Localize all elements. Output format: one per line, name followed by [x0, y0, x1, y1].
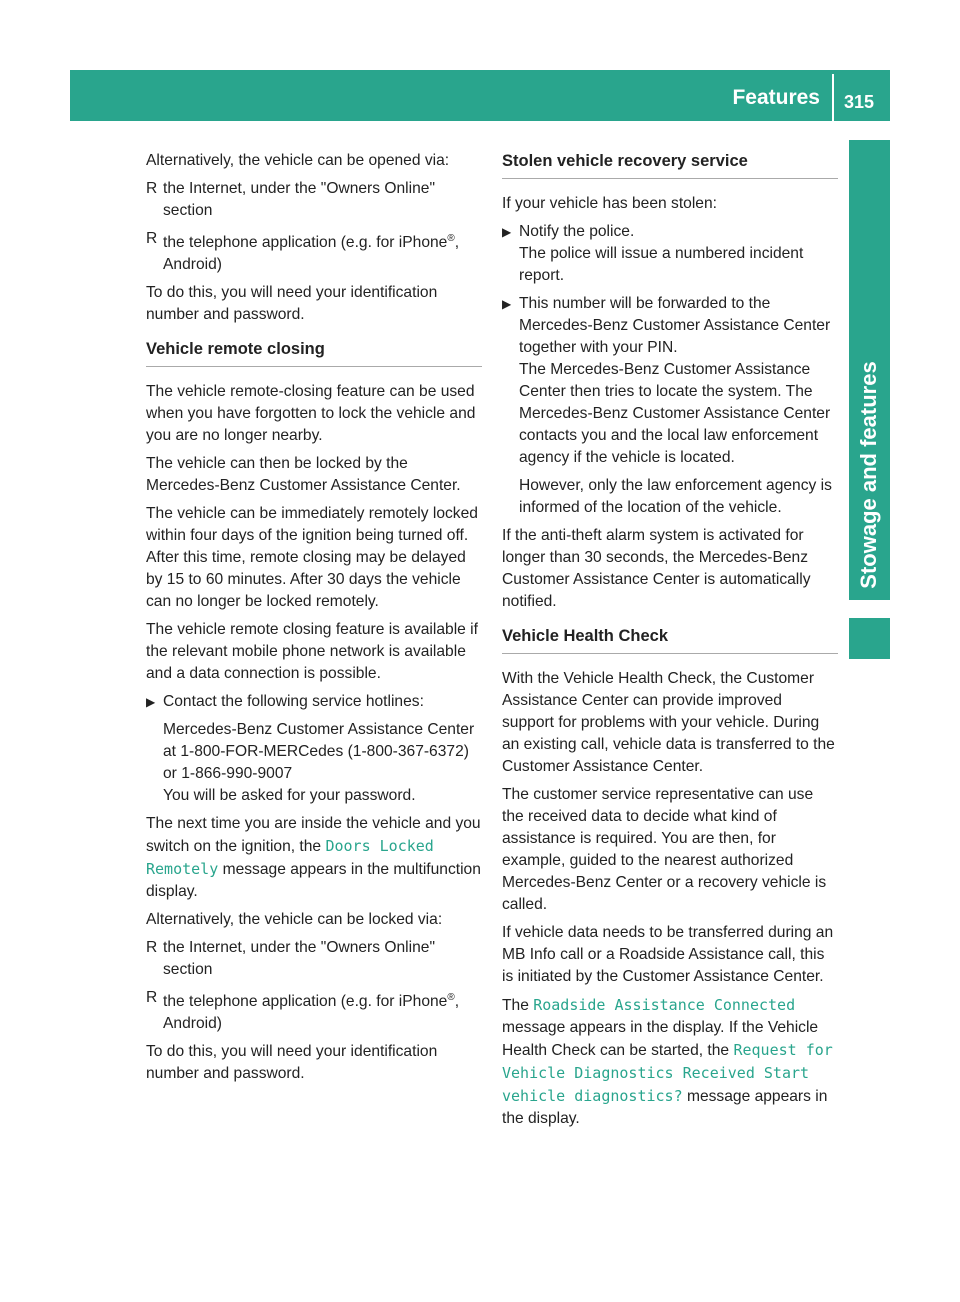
display-message: Request for Vehicle Diagnostics Received Start vehicle diagnostics?: [502, 1041, 833, 1105]
bullet-icon: R: [146, 230, 158, 247]
paragraph: If your vehicle has been stolen:: [502, 195, 717, 212]
paragraph: The vehicle remote closing feature is available if the relevant mobile phone network is available and a data connection is possible.: [146, 621, 478, 683]
paragraph: The vehicle can be immediately remotely locked within four days of the ignition being turned off. After this time, remote closing may be delayed by 15 to 60 minutes. After 30 days the vehicle can no longer be locked remotely.: [146, 505, 478, 611]
paragraph: The customer service representative can use the received data to decide what kind of assistance is required. You are then, for example, guided to the nearest authorized Mercedes-Benz Center or a recovery vehicle is called.: [502, 786, 827, 913]
side-tab-marker: [849, 618, 890, 659]
right-column: [502, 150, 838, 1136]
paragraph: If vehicle data needs to be transferred during an MB Info call or a Roadside Assistance call, this is initiated by the Customer Assistance Center.: [502, 924, 834, 985]
step-arrow-icon: ▶: [502, 225, 512, 239]
paragraph: The vehicle remote-closing feature can be used when you have forgotten to lock the vehicle and you are no longer nearby.: [146, 383, 476, 445]
paragraph: The next time you are inside the vehicle and you switch on the ignition, the Doors Locked Remotely message appears in the multifunction display.: [146, 815, 481, 901]
bullet-icon: R: [146, 180, 158, 197]
step-item: ▶ This number will be forwarded to the Mercedes-Benz Customer Assistance Center together with your PIN.: [502, 295, 831, 356]
section-heading: Vehicle remote closing: [146, 338, 482, 367]
paragraph: To do this, you will need your identification number and password.: [146, 284, 438, 324]
section-heading: Stolen vehicle recovery service: [502, 150, 838, 179]
step-arrow-icon: ▶: [146, 695, 156, 710]
left-column: [146, 150, 482, 1091]
step-item: ▶ Notify the police.: [502, 221, 838, 243]
display-message: Roadside Assistance Connected: [533, 996, 796, 1014]
side-tab-label: Stowage and features: [856, 361, 881, 589]
bullet-item: R the telephone application (e.g. for iPhone®, Android): [146, 989, 460, 1033]
paragraph: If the anti-theft alarm system is activated for longer than 30 seconds, the Mercedes-Benz Customer Assistance Center is automatically notified.: [502, 527, 811, 610]
bullet-item: R the Internet, under the "Owners Online" section: [146, 180, 435, 219]
bullet-icon: R: [146, 989, 158, 1007]
display-message: Doors Locked Remotely: [146, 837, 434, 879]
step-detail: Mercedes-Benz Customer Assistance Center at 1-800-FOR-MERCedes (1-800-367-6372) or 1-866-990-9007: [163, 721, 475, 783]
step-item: ▶ Contact the following service hotlines:: [146, 691, 482, 713]
paragraph: To do this, you will need your identification number and password.: [146, 1043, 438, 1083]
header-separator: [832, 74, 834, 121]
paragraph: With the Vehicle Health Check, the Customer Assistance Center can provide improved support for problems with your vehicle. During an existing call, vehicle data is transferred to the Customer Assistance Center.: [502, 670, 835, 775]
paragraph: The vehicle can then be locked by the Mercedes-Benz Customer Assistance Center.: [146, 455, 461, 495]
bullet-item: R the telephone application (e.g. for iPhone®, Android): [146, 230, 460, 274]
step-detail: The police will issue a numbered incident report.: [519, 245, 804, 284]
paragraph: Alternatively, the vehicle can be locked via:: [146, 911, 443, 929]
bullet-item: R the Internet, under the "Owners Online" section: [146, 939, 435, 979]
bullet-icon: R: [146, 939, 158, 957]
page-number: 315: [844, 92, 875, 112]
paragraph: Alternatively, the vehicle can be opened via:: [146, 152, 450, 169]
paragraph: The Roadside Assistance Connected message appears in the display. If the Vehicle Health Check can be started, the Request for Vehicle Diagnostics Received Start vehicle diagnostics? message appears in the display.: [502, 996, 833, 1127]
step-detail: The Mercedes-Benz Customer Assistance Center then tries to locate the system. The Mercedes-Benz Customer Assistance Center contacts you and the local law enforcement agency if the vehicle is located.: [519, 361, 831, 466]
section-heading: Vehicle Health Check: [502, 625, 838, 654]
step-detail: You will be asked for your password.: [163, 787, 416, 805]
step-arrow-icon: ▶: [502, 297, 512, 311]
step-detail: However, only the law enforcement agency is informed of the location of the vehicle.: [519, 477, 832, 516]
page-section-title: Features: [732, 86, 820, 109]
